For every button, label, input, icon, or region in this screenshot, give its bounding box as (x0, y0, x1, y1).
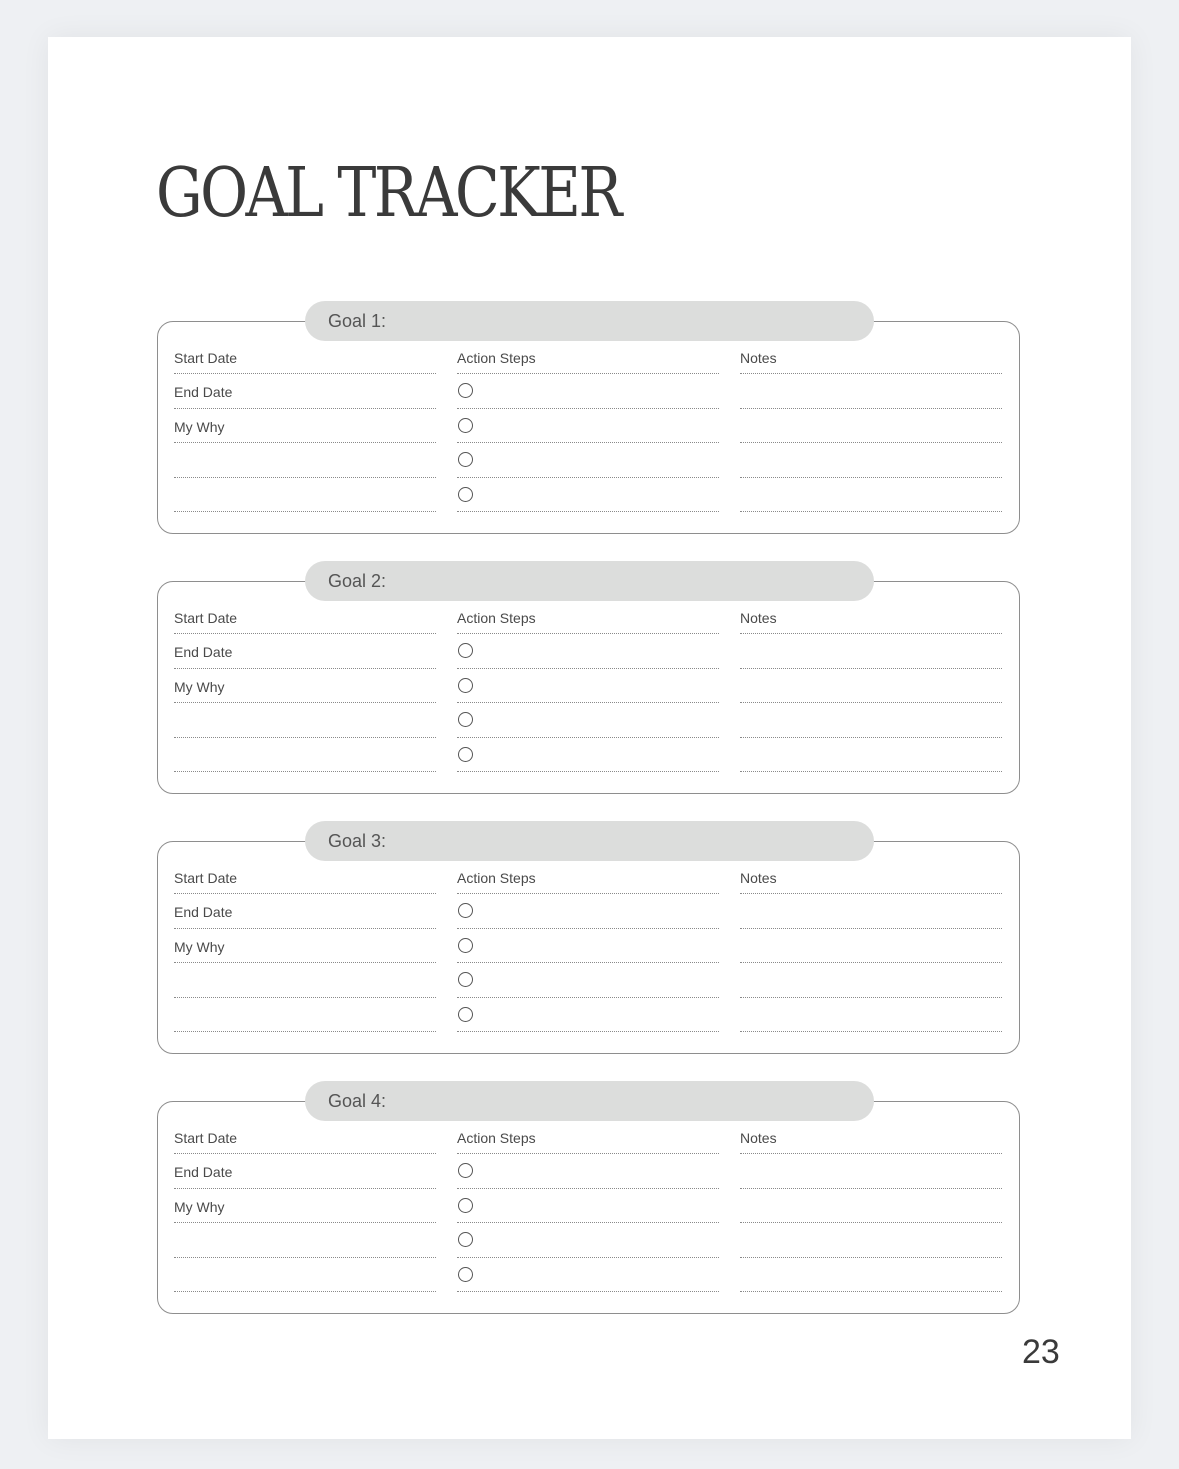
goal-label: Goal 2: (328, 571, 387, 591)
end-date-field[interactable] (174, 894, 436, 928)
action-step-item[interactable] (457, 1189, 719, 1223)
notes-line[interactable] (740, 669, 1002, 703)
notes-column (740, 1120, 1002, 1292)
notes-column (740, 600, 1002, 772)
notes-line[interactable] (740, 929, 1002, 963)
action-step-item[interactable] (457, 1258, 719, 1292)
checkbox-circle-icon[interactable] (458, 903, 473, 918)
checkbox-circle-icon[interactable] (458, 747, 473, 762)
notes-label: Notes (740, 870, 777, 886)
notes-label: Notes (740, 350, 777, 366)
checkbox-circle-icon[interactable] (458, 487, 473, 502)
start-date-field[interactable] (174, 1120, 436, 1154)
notes-line[interactable] (740, 1154, 1002, 1188)
action-step-item[interactable] (457, 738, 719, 772)
goal-details-column (174, 860, 436, 1032)
my-why-line[interactable] (174, 963, 436, 997)
my-why-line[interactable] (174, 703, 436, 737)
checkbox-circle-icon[interactable] (458, 418, 473, 433)
action-step-item[interactable] (457, 929, 719, 963)
notes-line[interactable] (740, 1223, 1002, 1257)
goal-label: Goal 4: (328, 1091, 387, 1111)
my-why-line[interactable] (174, 1223, 436, 1257)
action-steps-header (457, 1120, 719, 1154)
notes-column (740, 860, 1002, 1032)
action-steps-column (457, 340, 719, 512)
action-steps-column (457, 860, 719, 1032)
my-why-line[interactable] (174, 738, 436, 772)
notes-line[interactable] (740, 634, 1002, 668)
notes-line[interactable] (740, 963, 1002, 997)
checkbox-circle-icon[interactable] (458, 1267, 473, 1282)
action-step-item[interactable] (457, 963, 719, 997)
end-date-label: End Date (174, 1164, 233, 1181)
goal-header-pill (305, 301, 874, 341)
goal-label: Goal 1: (328, 311, 387, 331)
checkbox-circle-icon[interactable] (458, 972, 473, 987)
page-title: GOAL TRACKER (156, 154, 620, 233)
notes-line[interactable] (740, 998, 1002, 1032)
end-date-label: End Date (174, 384, 233, 401)
action-steps-label: Action Steps (457, 1130, 536, 1146)
action-step-item[interactable] (457, 669, 719, 703)
start-date-field[interactable] (174, 600, 436, 634)
notes-header (740, 340, 1002, 374)
start-date-field[interactable] (174, 340, 436, 374)
my-why-label: My Why (174, 418, 225, 435)
action-steps-column (457, 1120, 719, 1292)
notes-line[interactable] (740, 443, 1002, 477)
notes-line[interactable] (740, 1258, 1002, 1292)
goal-header-pill (305, 561, 874, 601)
end-date-field[interactable] (174, 374, 436, 408)
action-step-item[interactable] (457, 634, 719, 668)
end-date-label: End Date (174, 644, 233, 661)
notes-header (740, 600, 1002, 634)
checkbox-circle-icon[interactable] (458, 643, 473, 658)
start-date-field[interactable] (174, 860, 436, 894)
end-date-field[interactable] (174, 634, 436, 668)
start-date-label: Start Date (174, 1130, 238, 1146)
notes-line[interactable] (740, 374, 1002, 408)
goal-header-pill (305, 1081, 874, 1121)
my-why-label: My Why (174, 678, 225, 695)
goal-details-column (174, 1120, 436, 1292)
start-date-label: Start Date (174, 610, 238, 626)
checkbox-circle-icon[interactable] (458, 1007, 473, 1022)
notes-line[interactable] (740, 703, 1002, 737)
checkbox-circle-icon[interactable] (458, 678, 473, 693)
goal-section-4 (157, 1081, 1022, 1316)
start-date-label: Start Date (174, 350, 238, 366)
notes-line[interactable] (740, 1189, 1002, 1223)
end-date-label: End Date (174, 904, 233, 921)
my-why-field[interactable] (174, 929, 436, 963)
notes-label: Notes (740, 1130, 777, 1146)
my-why-label: My Why (174, 938, 225, 955)
checkbox-circle-icon[interactable] (458, 1163, 473, 1178)
notes-line[interactable] (740, 894, 1002, 928)
goal-section-1 (157, 301, 1022, 536)
notes-header (740, 1120, 1002, 1154)
action-steps-column (457, 600, 719, 772)
action-step-item[interactable] (457, 998, 719, 1032)
notes-header (740, 860, 1002, 894)
action-step-item[interactable] (457, 374, 719, 408)
checkbox-circle-icon[interactable] (458, 712, 473, 727)
action-steps-header (457, 860, 719, 894)
goal-details-column (174, 340, 436, 512)
my-why-field[interactable] (174, 409, 436, 443)
notes-line[interactable] (740, 478, 1002, 512)
action-step-item[interactable] (457, 443, 719, 477)
my-why-line[interactable] (174, 443, 436, 477)
goal-section-2 (157, 561, 1022, 796)
notes-column (740, 340, 1002, 512)
goal-label: Goal 3: (328, 831, 387, 851)
action-step-item[interactable] (457, 478, 719, 512)
action-steps-label: Action Steps (457, 870, 536, 886)
action-step-item[interactable] (457, 1223, 719, 1257)
action-steps-header (457, 600, 719, 634)
action-step-item[interactable] (457, 894, 719, 928)
action-step-item[interactable] (457, 1154, 719, 1188)
action-step-item[interactable] (457, 409, 719, 443)
action-steps-label: Action Steps (457, 350, 536, 366)
page-number: 23 (1022, 1333, 1060, 1371)
my-why-line[interactable] (174, 998, 436, 1032)
notes-line[interactable] (740, 409, 1002, 443)
notes-label: Notes (740, 610, 777, 626)
action-steps-label: Action Steps (457, 610, 536, 626)
checkbox-circle-icon[interactable] (458, 383, 473, 398)
action-step-item[interactable] (457, 703, 719, 737)
my-why-field[interactable] (174, 1189, 436, 1223)
end-date-field[interactable] (174, 1154, 436, 1188)
notes-line[interactable] (740, 738, 1002, 772)
checkbox-circle-icon[interactable] (458, 1232, 473, 1247)
my-why-line[interactable] (174, 1258, 436, 1292)
goal-details-column (174, 600, 436, 772)
action-steps-header (457, 340, 719, 374)
goal-section-3 (157, 821, 1022, 1056)
checkbox-circle-icon[interactable] (458, 452, 473, 467)
checkbox-circle-icon[interactable] (458, 1198, 473, 1213)
goal-header-pill (305, 821, 874, 861)
my-why-field[interactable] (174, 669, 436, 703)
start-date-label: Start Date (174, 870, 238, 886)
checkbox-circle-icon[interactable] (458, 938, 473, 953)
my-why-label: My Why (174, 1198, 225, 1215)
my-why-line[interactable] (174, 478, 436, 512)
